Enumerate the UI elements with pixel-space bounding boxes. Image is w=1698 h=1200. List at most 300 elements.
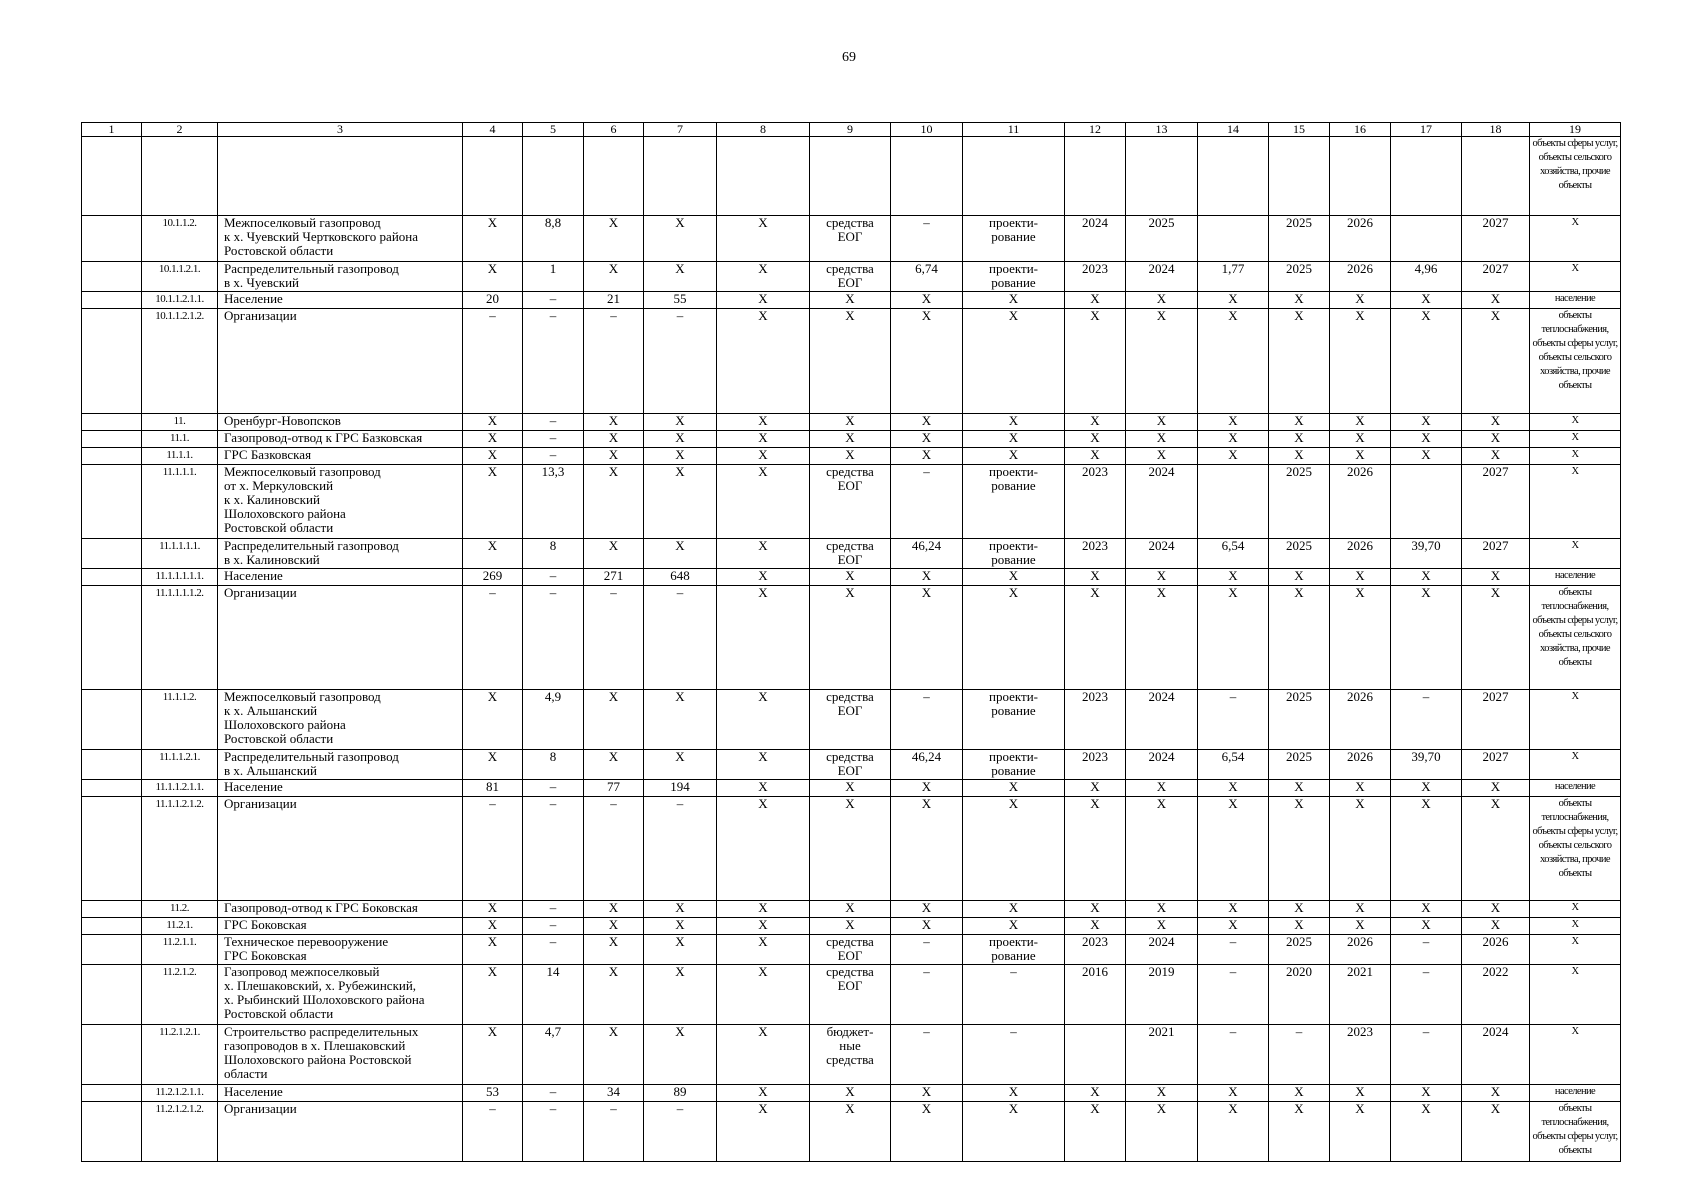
table-cell-col-17: Х [1391,901,1462,918]
table-cell-col-2: 11.1.1.2.1.1. [142,780,218,797]
column-header-8: 8 [717,123,810,137]
table-cell-col-7: Х [644,465,717,539]
table-cell-col-1 [82,586,142,690]
table-cell-col-7: Х [644,965,717,1025]
table-cell-col-10: – [891,465,963,539]
table-cell-col-16: Х [1330,1085,1391,1102]
table-cell-col-19: Х [1530,465,1621,539]
table-cell-col-12: 2023 [1065,690,1126,750]
table-cell-col-6: Х [584,901,644,918]
table-cell-col-12: Х [1065,1085,1126,1102]
table-cell-col-8: Х [717,431,810,448]
table-cell-col-14: – [1198,935,1269,965]
table-cell-col-15: Х [1269,1102,1330,1162]
column-header-1: 1 [82,123,142,137]
table-cell-col-18: 2022 [1462,965,1530,1025]
table-cell-col-10: – [891,1025,963,1085]
table-cell-col-14: Х [1198,797,1269,901]
table-cell-col-7: Х [644,262,717,292]
table-cell-col-14: Х [1198,901,1269,918]
table-cell-col-19: Х [1530,448,1621,465]
table-cell-col-6: Х [584,216,644,262]
table-cell-col-14: Х [1198,1085,1269,1102]
table-cell-col-14 [1198,137,1269,216]
table-cell-col-11: Х [963,586,1065,690]
table-cell-col-16 [1330,137,1391,216]
table-cell-col-18: Х [1462,780,1530,797]
table-cell-col-18: 2024 [1462,1025,1530,1085]
table-cell-col-3: Население [218,292,463,309]
table-cell-col-11: Х [963,901,1065,918]
table-cell-col-8: Х [717,1025,810,1085]
table-cell-col-6: Х [584,935,644,965]
table-cell-col-11: проекти- рование [963,690,1065,750]
table-cell-col-19: население [1530,780,1621,797]
table-cell-col-11: Х [963,1085,1065,1102]
table-cell-col-12 [1065,1025,1126,1085]
table-cell-col-18: 2027 [1462,750,1530,780]
table-cell-col-11: Х [963,414,1065,431]
table-cell-col-15: 2025 [1269,216,1330,262]
table-cell-col-8: Х [717,539,810,569]
table-cell-col-13: 2019 [1126,965,1198,1025]
table-cell-col-4: 81 [463,780,523,797]
table-cell-col-2: 10.1.1.2.1.2. [142,309,218,414]
table-cell-col-4: 20 [463,292,523,309]
table-cell-col-18: Х [1462,901,1530,918]
table-cell-col-6: Х [584,918,644,935]
table-cell-col-8: Х [717,901,810,918]
table-cell-col-2: 11.2.1.2.1. [142,1025,218,1085]
table-cell-col-11: Х [963,797,1065,901]
table-cell-col-3: Распределительный газопровод в х. Калиновский [218,539,463,569]
table-cell-col-14: Х [1198,586,1269,690]
table-cell-col-14: Х [1198,569,1269,586]
table-cell-col-15: Х [1269,309,1330,414]
table-cell-col-14: Х [1198,414,1269,431]
table-cell-col-3: Газопровод-отвод к ГРС Боковская [218,901,463,918]
table-cell-col-19: Х [1530,1025,1621,1085]
table-cell-col-5: – [523,292,584,309]
table-cell-col-12: 2024 [1065,216,1126,262]
table-cell-col-8: Х [717,690,810,750]
table-cell-col-18: Х [1462,414,1530,431]
table-cell-col-6: 77 [584,780,644,797]
table-cell-col-18: 2027 [1462,690,1530,750]
table-cell-col-17: Х [1391,918,1462,935]
table-row [82,292,1621,309]
table-cell-col-19: Х [1530,431,1621,448]
table-cell-col-17: – [1391,935,1462,965]
table-cell-col-15: 2020 [1269,965,1330,1025]
table-cell-col-18: 2026 [1462,935,1530,965]
table-cell-col-13: 2021 [1126,1025,1198,1085]
table-cell-col-9: средства ЕОГ [810,262,891,292]
table-cell-col-12: Х [1065,448,1126,465]
table-cell-col-12: Х [1065,586,1126,690]
table-cell-col-14: Х [1198,292,1269,309]
table-cell-col-7: Х [644,935,717,965]
table-cell-col-8: Х [717,586,810,690]
table-cell-col-12: Х [1065,797,1126,901]
table-cell-col-11: Х [963,1102,1065,1162]
table-cell-col-1 [82,216,142,262]
table-row [82,448,1621,465]
table-cell-col-7: – [644,586,717,690]
table-cell-col-10: Х [891,797,963,901]
table-cell-col-15: – [1269,1025,1330,1085]
table-cell-col-18: Х [1462,586,1530,690]
table-cell-col-6: Х [584,431,644,448]
table-cell-col-4: – [463,1102,523,1162]
table-cell-col-19: Х [1530,262,1621,292]
table-cell-col-10: Х [891,448,963,465]
table-cell-col-7: 648 [644,569,717,586]
table-cell-col-5: 8 [523,539,584,569]
table-cell-col-7: Х [644,901,717,918]
table-cell-col-5: – [523,309,584,414]
table-cell-col-1 [82,539,142,569]
table-cell-col-16: Х [1330,414,1391,431]
table-cell-col-17: – [1391,1025,1462,1085]
table-cell-col-18: 2027 [1462,539,1530,569]
table-cell-col-19: Х [1530,965,1621,1025]
table-cell-col-1 [82,1085,142,1102]
table-cell-col-12: 2023 [1065,750,1126,780]
table-cell-col-6: – [584,309,644,414]
table-cell-col-16: Х [1330,797,1391,901]
table-cell-col-14: Х [1198,448,1269,465]
table-cell-col-18: Х [1462,1102,1530,1162]
table-cell-col-5: 14 [523,965,584,1025]
table-header-row [82,123,1621,137]
table-row [82,465,1621,539]
table-cell-col-13: 2025 [1126,216,1198,262]
table-cell-col-3 [218,137,463,216]
table-cell-col-19: Х [1530,690,1621,750]
table-cell-col-7: 194 [644,780,717,797]
table-cell-col-19: население [1530,569,1621,586]
table-cell-col-6: Х [584,465,644,539]
table-cell-col-16: 2021 [1330,965,1391,1025]
table-cell-col-11: Х [963,918,1065,935]
table-cell-col-5: – [523,1085,584,1102]
table-cell-col-18: 2027 [1462,262,1530,292]
table-cell-col-9: бюджет- ные средства [810,1025,891,1085]
table-cell-col-13: Х [1126,431,1198,448]
table-cell-col-11: Х [963,569,1065,586]
table-cell-col-3: Межпоселковый газопровод к х. Чуевский Чертковского района Ростовской области [218,216,463,262]
table-cell-col-12: Х [1065,292,1126,309]
table-cell-col-6: 271 [584,569,644,586]
table-cell-col-4: – [463,797,523,901]
table-cell-col-8: Х [717,414,810,431]
table-cell-col-3: Оренбург-Новопсков [218,414,463,431]
table-cell-col-11: Х [963,292,1065,309]
table-cell-col-17: 39,70 [1391,539,1462,569]
table-cell-col-18: Х [1462,431,1530,448]
table-cell-col-18: Х [1462,569,1530,586]
table-cell-col-2: 11.1.1.1.1.2. [142,586,218,690]
table-cell-col-7: Х [644,414,717,431]
table-row [82,1025,1621,1085]
table-row [82,262,1621,292]
table-cell-col-5: – [523,414,584,431]
table-cell-col-8: Х [717,965,810,1025]
column-header-3: 3 [218,123,463,137]
table-cell-col-6: Х [584,539,644,569]
table-cell-col-3: Строительство распределительных газопроводов в х. Плешаковский Шолоховского района Ростовской области [218,1025,463,1085]
table-cell-col-2: 11.2.1.2.1.2. [142,1102,218,1162]
table-cell-col-1 [82,465,142,539]
table-cell-col-9: средства ЕОГ [810,965,891,1025]
table-cell-col-8: Х [717,1102,810,1162]
table-cell-col-8: Х [717,262,810,292]
column-header-16: 16 [1330,123,1391,137]
table-cell-col-16: 2026 [1330,465,1391,539]
table-cell-col-1 [82,901,142,918]
table-cell-col-10: Х [891,1085,963,1102]
table-cell-col-15: 2025 [1269,465,1330,539]
table-cell-col-5: – [523,797,584,901]
table-cell-col-19: Х [1530,414,1621,431]
table-cell-col-16: 2026 [1330,262,1391,292]
table-cell-col-19: Х [1530,539,1621,569]
table-cell-col-17: Х [1391,292,1462,309]
table-cell-col-11: Х [963,309,1065,414]
table-cell-col-6: Х [584,965,644,1025]
table-cell-col-1 [82,431,142,448]
table-row [82,1085,1621,1102]
page-number: 69 [842,50,856,65]
table-cell-col-4: 53 [463,1085,523,1102]
table-cell-col-7: Х [644,448,717,465]
table-cell-col-6: Х [584,750,644,780]
table-cell-col-3: Газопровод межпоселковый х. Плешаковский, х. Рубежинский, х. Рыбинский Шолоховского района Ростовской области [218,965,463,1025]
table-row [82,935,1621,965]
table-cell-col-3: Население [218,569,463,586]
table-cell-col-4: Х [463,901,523,918]
table-cell-col-15: Х [1269,431,1330,448]
table-cell-col-5: – [523,1102,584,1162]
table-cell-col-15: 2025 [1269,539,1330,569]
table-cell-col-9: Х [810,1085,891,1102]
table-cell-col-12: 2016 [1065,965,1126,1025]
table-cell-col-15: 2025 [1269,262,1330,292]
table-cell-col-1 [82,780,142,797]
table-cell-col-6: – [584,1102,644,1162]
table-cell-col-5: – [523,935,584,965]
table-cell-col-5: 13,3 [523,465,584,539]
table-cell-col-9: Х [810,569,891,586]
table-cell-col-16: 2026 [1330,750,1391,780]
table-row [82,690,1621,750]
table-cell-col-8: Х [717,292,810,309]
table-cell-col-15: Х [1269,292,1330,309]
table-cell-col-6: 34 [584,1085,644,1102]
column-header-13: 13 [1126,123,1198,137]
table-cell-col-2: 10.1.1.2.1. [142,262,218,292]
table-cell-col-17: Х [1391,1085,1462,1102]
table-cell-col-5: – [523,569,584,586]
table-cell-col-11: проекти- рование [963,935,1065,965]
table-cell-col-13: 2024 [1126,539,1198,569]
table-cell-col-18: Х [1462,309,1530,414]
table-cell-col-12: Х [1065,569,1126,586]
table-cell-col-10: – [891,935,963,965]
table-cell-col-2: 11.2.1.2.1.1. [142,1085,218,1102]
table-cell-col-6: – [584,797,644,901]
table-cell-col-15: Х [1269,918,1330,935]
table-cell-col-13: 2024 [1126,935,1198,965]
table-cell-col-15 [1269,137,1330,216]
table-cell-col-11: Х [963,431,1065,448]
table-cell-col-19: Х [1530,750,1621,780]
table-cell-col-12: Х [1065,901,1126,918]
table-cell-col-5 [523,137,584,216]
table-cell-col-4: Х [463,465,523,539]
table-cell-col-10: Х [891,780,963,797]
table-cell-col-14 [1198,216,1269,262]
table-cell-col-2: 11.1.1.2.1. [142,750,218,780]
table-cell-col-11: проекти- рование [963,216,1065,262]
table-cell-col-9: средства ЕОГ [810,465,891,539]
column-header-4: 4 [463,123,523,137]
table-cell-col-7: Х [644,1025,717,1085]
table-cell-col-10: Х [891,431,963,448]
table-cell-col-1 [82,1025,142,1085]
table-cell-col-4: 269 [463,569,523,586]
table-cell-col-14: – [1198,1025,1269,1085]
table-cell-col-2: 11.1.1.1.1. [142,539,218,569]
table-cell-col-10: Х [891,292,963,309]
table-cell-col-1 [82,448,142,465]
table-row [82,539,1621,569]
table-cell-col-19: Х [1530,918,1621,935]
table-cell-col-17 [1391,216,1462,262]
table-cell-col-3: Газопровод-отвод к ГРС Базковская [218,431,463,448]
table-cell-col-2: 11.1.1.1. [142,465,218,539]
table-cell-col-6: 21 [584,292,644,309]
table-cell-col-15: Х [1269,797,1330,901]
table-cell-col-3: Организации [218,797,463,901]
table-cell-col-17 [1391,465,1462,539]
table-cell-col-3: ГРС Боковская [218,918,463,935]
table-cell-col-2: 11.2.1.2. [142,965,218,1025]
table-cell-col-5: – [523,780,584,797]
table-cell-col-3: Распределительный газопровод в х. Альшанский [218,750,463,780]
table-cell-col-10: Х [891,309,963,414]
column-header-17: 17 [1391,123,1462,137]
table-cell-col-16: Х [1330,1102,1391,1162]
table-cell-col-5: – [523,431,584,448]
table-cell-col-9: Х [810,448,891,465]
table-cell-col-4: – [463,586,523,690]
table-cell-col-13: Х [1126,1085,1198,1102]
table-cell-col-13: Х [1126,414,1198,431]
table-cell-col-2: 10.1.1.2. [142,216,218,262]
table-cell-col-13: Х [1126,1102,1198,1162]
table-cell-col-5: 4,9 [523,690,584,750]
table-cell-col-11: Х [963,448,1065,465]
table-cell-col-1 [82,309,142,414]
table-cell-col-9: средства ЕОГ [810,935,891,965]
table-cell-col-13: 2024 [1126,262,1198,292]
table-cell-col-12: Х [1065,918,1126,935]
table-cell-col-4: Х [463,690,523,750]
table-cell-col-8: Х [717,1085,810,1102]
table-cell-col-8: Х [717,918,810,935]
table-cell-col-5: – [523,918,584,935]
table-cell-col-1 [82,1102,142,1162]
table-cell-col-2: 11.2. [142,901,218,918]
table-cell-col-19: объекты теплоснабжения, объекты сферы услуг, объекты сельского хозяйства, прочие объекты [1530,797,1621,901]
table-cell-col-14: 6,54 [1198,539,1269,569]
table-cell-col-9: Х [810,797,891,901]
table-cell-col-3: Техническое перевооружение ГРС Боковская [218,935,463,965]
table-cell-col-11: проекти- рование [963,539,1065,569]
table-cell-col-10: Х [891,569,963,586]
table-cell-col-16: Х [1330,309,1391,414]
table-row [82,586,1621,690]
table-cell-col-11 [963,137,1065,216]
table-cell-col-7: Х [644,750,717,780]
table-cell-col-10: – [891,216,963,262]
table-cell-col-2: 11.2.1. [142,918,218,935]
column-header-19: 19 [1530,123,1621,137]
table-cell-col-16: 2023 [1330,1025,1391,1085]
table-cell-col-19: объекты теплоснабжения, объекты сферы услуг, объекты [1530,1102,1621,1162]
table-cell-col-14: – [1198,965,1269,1025]
table-cell-col-10: – [891,690,963,750]
table-cell-col-1 [82,262,142,292]
table-cell-col-3: Межпоселковый газопровод к х. Альшанский Шолоховского района Ростовской области [218,690,463,750]
table-cell-col-13: Х [1126,586,1198,690]
table-cell-col-13: 2024 [1126,750,1198,780]
table-cell-col-6 [584,137,644,216]
table-cell-col-8: Х [717,465,810,539]
table-cell-col-3: ГРС Базковская [218,448,463,465]
table-cell-col-15: Х [1269,448,1330,465]
column-header-2: 2 [142,123,218,137]
table-cell-col-15: Х [1269,901,1330,918]
table-cell-col-13: Х [1126,901,1198,918]
table-cell-col-19: Х [1530,935,1621,965]
table-cell-col-7: 55 [644,292,717,309]
table-cell-col-17: – [1391,965,1462,1025]
table-cell-col-14: Х [1198,1102,1269,1162]
table-cell-col-5: – [523,448,584,465]
table-cell-col-4: Х [463,431,523,448]
table-cell-col-10: Х [891,918,963,935]
table-cell-col-8: Х [717,750,810,780]
table-cell-col-1 [82,137,142,216]
table-cell-col-10: 6,74 [891,262,963,292]
table-cell-col-1 [82,797,142,901]
table-cell-col-7: – [644,797,717,901]
table-cell-col-6: Х [584,414,644,431]
table-row [82,569,1621,586]
table-row [82,137,1621,216]
table-cell-col-11: – [963,965,1065,1025]
table-cell-col-18 [1462,137,1530,216]
column-header-11: 11 [963,123,1065,137]
table-cell-col-7: Х [644,216,717,262]
table-cell-col-19: Х [1530,901,1621,918]
table-cell-col-8: Х [717,448,810,465]
table-cell-col-14: 1,77 [1198,262,1269,292]
table-cell-col-3: Население [218,780,463,797]
